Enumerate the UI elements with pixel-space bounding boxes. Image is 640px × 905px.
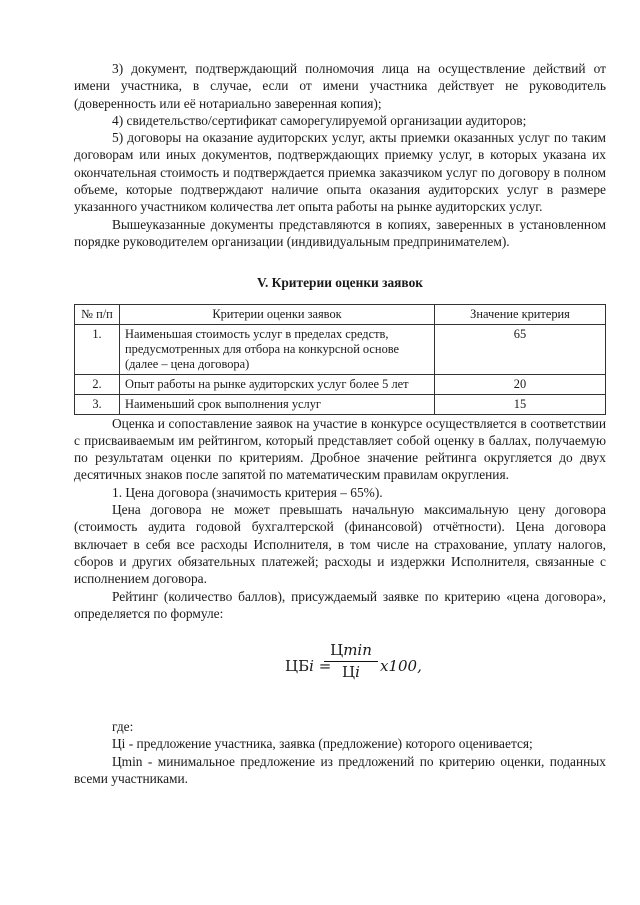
row-num: 1. — [75, 324, 120, 374]
paragraph-copies: Вышеуказанные документы представляются в копиях, заверенных в установленном порядке руководителем организации (индивидуальным предпринимателем). — [74, 216, 606, 249]
paragraph-cmin-def: Цmin - минимальное предложение из предложений по критерию оценки, поданных всеми участниками. — [74, 753, 606, 787]
formula-fraction — [324, 642, 378, 682]
paragraph-item-3: 3) документ, подтверждающий полномочия лица на осуществление действий от имени участника, в случае, если от имени участника действует не руководитель (доверенность или её нотариально заверенная копия); — [74, 61, 606, 111]
row-criteria: Наименьший срок выполнения услуг — [120, 394, 435, 414]
header-value: Значение критерия — [435, 304, 606, 324]
formula-numerator: Цmin — [324, 642, 378, 662]
table-row — [75, 324, 606, 374]
paragraph-rating: Оценка и сопоставление заявок на участие в конкурсе осуществляется в соответствии с присваиваемым им рейтингом, который представляет собой оценку в баллах, получаемую по результатам оценки по критериям. Дробное значение рейтинга округляется до двух десятичных знаков после запятой по математическим правилам округления. — [74, 415, 606, 483]
table-row — [75, 374, 606, 394]
table-row — [75, 394, 606, 414]
document-page — [74, 60, 606, 787]
header-num: № п/п — [75, 304, 120, 324]
paragraph-price-limit: Цена договора не может превышать начальную максимальную цену договора (стоимость аудита годовой бухгалтерской (финансовой) отчётности). Цена договора включает в себя все расходы Исполнителя, в том числе на страхование, уплату налогов, сборов и других обязательных платежей; расходы и издержки Исполнителя, связанные с исполнением договора. — [74, 502, 606, 587]
paragraph-price-criterion: 1. Цена договора (значимость критерия – 65%). — [112, 484, 383, 500]
header-criteria: Критерии оценки заявок — [120, 304, 435, 324]
rating-formula — [74, 642, 606, 690]
paragraph-ci-def: Цi - предложение участника, заявка (предложение) которого оценивается; — [112, 736, 533, 752]
paragraph-formula-intro: Рейтинг (количество баллов), присуждаемый заявке по критерию «цена договора», определяется по формуле: — [74, 588, 606, 621]
formula-rhs: x100, — [380, 657, 422, 676]
row-value: 15 — [435, 394, 606, 414]
formula-denominator: Цi — [342, 663, 360, 682]
table-header-row — [75, 304, 606, 324]
paragraph-where: где: — [112, 719, 134, 735]
paragraph-item-4: 4) свидетельство/сертификат саморегулируемой организации аудиторов; — [112, 112, 527, 128]
criteria-table — [74, 304, 606, 415]
row-value: 65 — [435, 324, 606, 374]
row-criteria: Наименьшая стоимость услуг в пределах средств, предусмотренных для отбора на конкурсной основе (далее – цена договора) — [120, 324, 435, 374]
formula-lhs: ЦБi = — [285, 657, 332, 676]
paragraph-item-5: 5) договоры на оказание аудиторских услуг, акты приемки оказанных услуг по таким договорам или иных документов, подтверждающих приемку услуг, в которых указана их окончательная стоимость и подтверждается приемка заказчиком услуг по договору в полном объеме, которые подтверждают наличие опыта оказания аудиторских услуг в размере указанного участником количества лет опыта работы на рынке аудиторских услуг. — [74, 130, 606, 215]
row-num: 3. — [75, 394, 120, 414]
row-criteria: Опыт работы на рынке аудиторских услуг более 5 лет — [120, 374, 435, 394]
row-num: 2. — [75, 374, 120, 394]
row-value: 20 — [435, 374, 606, 394]
section-title: V. Критерии оценки заявок — [257, 275, 423, 291]
